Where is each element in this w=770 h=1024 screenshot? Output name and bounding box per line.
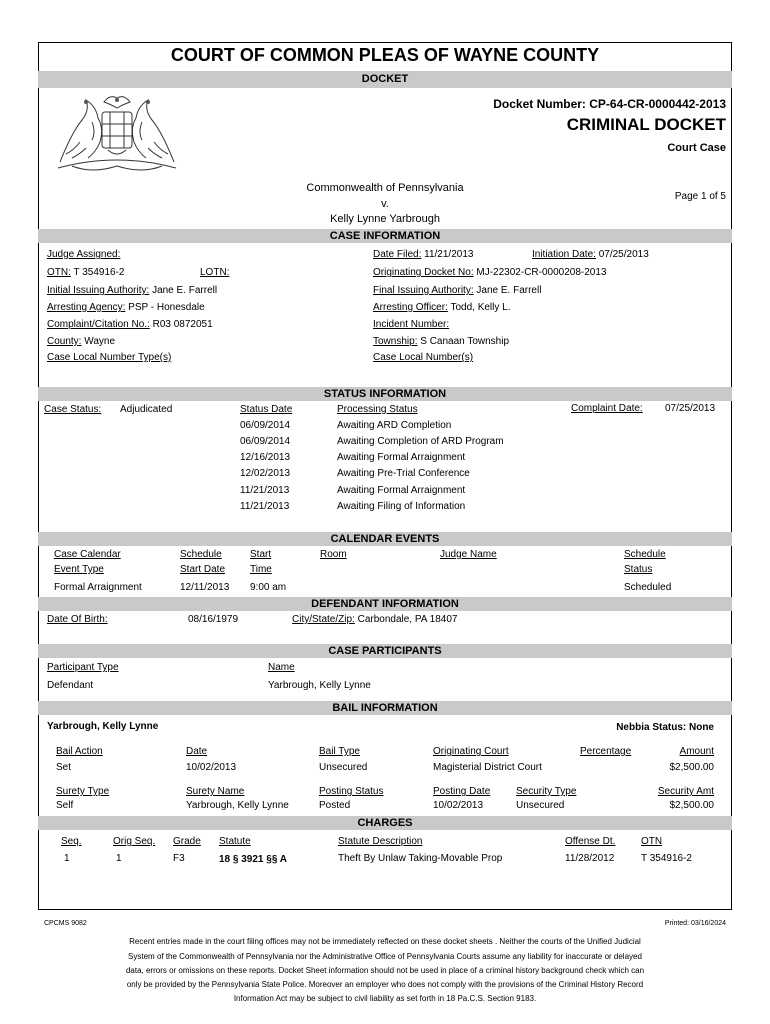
charge-otn: T 354916-2 (641, 853, 692, 864)
dob-label: Date Of Birth: (47, 614, 108, 625)
printed-date: Printed: 03/16/2024 (664, 920, 726, 927)
arresting-officer-value: Todd, Kelly L. (450, 302, 511, 313)
originating-docket-label: Originating Docket No: (373, 267, 474, 278)
surety-type-label: Surety Type (56, 786, 110, 797)
surety-name-label: Surety Name (186, 786, 245, 797)
arresting-agency-value: PSP - Honesdale (128, 302, 205, 313)
processing-status: Awaiting Formal Arraignment (337, 452, 466, 463)
county-value: Wayne (84, 336, 116, 347)
docket-type: CRIMINAL DOCKET (566, 115, 726, 134)
offense-date-label: Offense Dt. (565, 836, 616, 847)
caption-defendant: Kelly Lynne Yarbrough (330, 213, 440, 225)
final-authority-label: Final Issuing Authority: (373, 285, 474, 296)
case-status-value: Adjudicated (120, 404, 173, 415)
judge-assigned-label: Judge Assigned: (47, 249, 121, 260)
final-authority (373, 285, 541, 296)
bail-action-label: Bail Action (56, 746, 103, 757)
city-value: Carbondale, PA 18407 (357, 614, 458, 625)
participant-type: Defendant (47, 680, 94, 691)
status-date: 06/09/2014 (240, 420, 291, 431)
surety-type: Self (56, 800, 74, 811)
event-date: 12/11/2013 (180, 582, 230, 593)
judge-name-col: Judge Name (440, 549, 497, 560)
complaint-citation-label: Complaint/Citation No.: (47, 319, 150, 330)
disclaimer-line-2: System of the Commonwealth of Pennsylvania nor the Administrative Office of Pennsylvania Courts assume any liability for inaccurate or delayed (128, 952, 642, 961)
initial-authority-label: Initial Issuing Authority: (47, 285, 150, 296)
charge-seq: 1 (64, 853, 70, 864)
pennsylvania-seal-icon (52, 92, 182, 174)
processing-status: Awaiting Pre-Trial Conference (337, 468, 470, 479)
docket-number: Docket Number: CP-64-CR-0000442-2013 (493, 97, 726, 111)
amount-label: Amount (679, 746, 714, 757)
security-amt: $2,500.00 (669, 800, 714, 811)
participant-name-label: Name (268, 662, 295, 673)
charge-statute: 18 § 3921 §§ A (219, 854, 288, 865)
township (373, 336, 509, 347)
statute-description-label: Statute Description (338, 836, 423, 847)
county (47, 336, 115, 347)
complaint-date-value: 07/25/2013 (665, 403, 716, 414)
case-participants-header: CASE PARTICIPANTS (38, 644, 732, 658)
schedule-col-1: Schedule (180, 549, 222, 560)
start-col-1: Start (250, 549, 272, 560)
disclaimer-line-4: only be provided by the Pennsylvania State Police. Moreover an employer who does not comply with the provisions of the Criminal History Record (126, 980, 644, 989)
status-date: 12/16/2013 (240, 452, 291, 463)
charge-orig-seq: 1 (116, 853, 122, 864)
posting-status: Posted (319, 800, 351, 811)
caption-versus: v. (381, 198, 389, 210)
bail-type-label: Bail Type (319, 746, 360, 757)
status-date-label: Status Date (240, 404, 293, 415)
status-information-header: STATUS INFORMATION (38, 387, 732, 401)
start-col-2: Time (250, 564, 272, 575)
status-date: 12/02/2013 (240, 468, 291, 479)
disclaimer-line-1: Recent entries made in the court filing offices may not be immediately reflected on these docket sheets . Neither the courts of the Unified Judicial (129, 937, 641, 946)
date-filed (373, 249, 473, 260)
charges-header: CHARGES (38, 816, 732, 830)
nebbia-status: Nebbia Status: None (616, 722, 714, 733)
event-type: Formal Arraignment (54, 582, 142, 593)
bail-defendant: Yarbrough, Kelly Lynne (47, 721, 159, 732)
complaint-citation (47, 319, 213, 330)
security-type: Unsecured (516, 800, 565, 811)
charge-otn-label: OTN (641, 836, 663, 847)
calendar-event-col-2: Event Type (54, 564, 104, 575)
processing-status-label: Processing Status (337, 404, 418, 415)
statute-label: Statute (219, 836, 251, 847)
city-state-zip (292, 614, 458, 625)
schedule-status-col-1: Schedule (624, 549, 666, 560)
originating-court: Magisterial District Court (433, 762, 542, 773)
case-label: Court Case (667, 142, 726, 154)
processing-status: Awaiting Filing of Information (337, 501, 466, 512)
arresting-officer-label: Arresting Officer: (373, 302, 448, 313)
originating-docket-value: MJ-22302-CR-0000208-2013 (476, 267, 607, 278)
disclaimer-line-3: data, errors or omissions on these reports. Docket Sheet information should not be used in place of a criminal history background check which can (125, 966, 645, 975)
initiation-date (532, 249, 649, 260)
originating-court-label: Originating Court (433, 746, 509, 757)
page-info: Page 1 of 5 (674, 191, 726, 202)
event-time: 9:00 am (250, 582, 287, 593)
surety-name: Yarbrough, Kelly Lynne (186, 800, 289, 811)
processing-status: Awaiting Formal Arraignment (337, 485, 466, 496)
complaint-citation-value: R03 0872051 (152, 319, 213, 330)
bail-date-label: Date (186, 746, 208, 757)
city-label: City/State/Zip: (292, 614, 355, 625)
status-date: 11/21/2013 (240, 485, 290, 496)
posting-date: 10/02/2013 (433, 800, 484, 811)
initiation-date-label: Initiation Date: (532, 249, 596, 260)
posting-status-label: Posting Status (319, 786, 384, 797)
schedule-status-col-2: Status (624, 564, 653, 575)
room-col: Room (320, 549, 347, 560)
arresting-officer (373, 302, 511, 313)
date-filed-label: Date Filed: (373, 249, 422, 260)
otn-value: T 354916-2 (73, 267, 125, 278)
incident-number-label: Incident Number: (373, 319, 450, 330)
security-amt-label: Security Amt (657, 786, 714, 797)
county-label: County: (47, 336, 82, 347)
status-date: 06/09/2014 (240, 436, 291, 447)
event-status: Scheduled (624, 582, 672, 593)
final-authority-value: Jane E. Farrell (476, 285, 542, 296)
security-type-label: Security Type (516, 786, 577, 797)
calendar-events-header: CALENDAR EVENTS (38, 532, 732, 546)
case-information-header: CASE INFORMATION (38, 229, 732, 243)
charge-grade: F3 (173, 853, 185, 864)
otn-label: OTN: (47, 267, 71, 278)
initial-authority (47, 285, 217, 296)
charge-offense-date: 11/28/2012 (565, 853, 615, 864)
initiation-date-value: 07/25/2013 (598, 249, 649, 260)
date-filed-value: 11/21/2013 (424, 249, 474, 260)
participant-type-label: Participant Type (47, 662, 119, 673)
grade-label: Grade (173, 836, 201, 847)
orig-seq-label: Orig Seq. (113, 836, 156, 847)
bail-information-header: BAIL INFORMATION (38, 701, 732, 715)
bail-type: Unsecured (319, 762, 368, 773)
bail-action: Set (56, 762, 72, 773)
case-local-type-label: Case Local Number Type(s) (47, 352, 172, 363)
docket-bar: DOCKET (38, 71, 732, 88)
calendar-event-col-1: Case Calendar (54, 549, 121, 560)
status-date: 11/21/2013 (240, 501, 290, 512)
seq-label: Seq. (61, 836, 82, 847)
percentage-label: Percentage (580, 746, 632, 757)
arresting-agency-label: Arresting Agency: (47, 302, 126, 313)
dob-value: 08/16/1979 (188, 614, 239, 625)
initial-authority-value: Jane E. Farrell (152, 285, 218, 296)
case-status-label: Case Status: (44, 404, 102, 415)
disclaimer-line-5: Information Act may be subject to civil liability as set forth in 18 Pa.C.S. Section 9183. (233, 994, 537, 1003)
posting-date-label: Posting Date (433, 786, 491, 797)
schedule-col-2: Start Date (180, 564, 226, 575)
processing-status: Awaiting Completion of ARD Program (337, 436, 504, 447)
township-label: Township: (373, 336, 418, 347)
participant-name: Yarbrough, Kelly Lynne (268, 680, 371, 691)
arresting-agency (47, 302, 205, 313)
bail-date: 10/02/2013 (186, 762, 237, 773)
court-title: COURT OF COMMON PLEAS OF WAYNE COUNTY (170, 45, 600, 65)
originating-docket (373, 267, 606, 278)
defendant-information-header: DEFENDANT INFORMATION (38, 597, 732, 611)
otn (47, 267, 124, 278)
complaint-date-label: Complaint Date: (571, 403, 643, 414)
lotn-label: LOTN: (200, 267, 230, 278)
bail-amount: $2,500.00 (669, 762, 714, 773)
case-local-numbers-label: Case Local Number(s) (373, 352, 474, 363)
form-id: CPCMS 9082 (44, 920, 87, 927)
caption-plaintiff: Commonwealth of Pennsylvania (306, 182, 464, 194)
township-value: S Canaan Township (420, 336, 510, 347)
charge-description: Theft By Unlaw Taking-Movable Prop (338, 853, 503, 864)
processing-status: Awaiting ARD Completion (337, 420, 452, 431)
